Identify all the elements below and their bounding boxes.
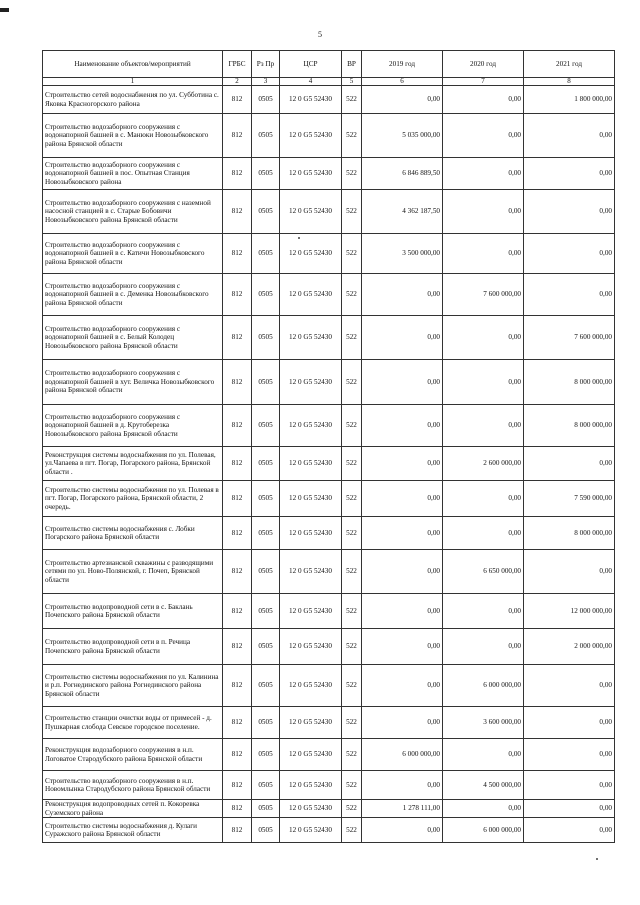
table-row (43, 707, 615, 739)
amount-2020: 0,00 (443, 594, 524, 629)
object-name: Строительство системы водоснабжения с. Лобки Погарского района Брянской области (43, 517, 223, 550)
amount-2021: 8 000 000,00 (524, 360, 615, 405)
csr-cell: 12 0 G5 52430 (280, 517, 342, 550)
object-name: Строительство водозаборного сооружения в н.п. Новомлынка Стародубского района Брянской области (43, 771, 223, 800)
csr-cell: 12 0 G5 52430 (280, 771, 342, 800)
amount-2019: 0,00 (362, 405, 443, 447)
grbs-cell: 812 (223, 190, 252, 234)
vr-cell: 522 (342, 360, 362, 405)
rzpr-cell: 0505 (252, 481, 280, 517)
csr-cell: 12 0 G5 52430 (280, 360, 342, 405)
rzpr-cell: 0505 (252, 517, 280, 550)
amount-2019: 0,00 (362, 550, 443, 594)
amount-2021: 1 800 000,00 (524, 86, 615, 114)
header-2020: 2020 год (443, 51, 524, 78)
object-name: Строительство сетей водоснабжения по ул. Субботина с. Яковка Красногорского района (43, 86, 223, 114)
object-name: Строительство водозаборного сооружения с водонапорной башней в с. Манюки Новозыбковского района Брянской области (43, 114, 223, 158)
col-number: 6 (362, 78, 443, 86)
grbs-cell: 812 (223, 818, 252, 843)
vr-cell: 522 (342, 800, 362, 818)
amount-2019: 0,00 (362, 86, 443, 114)
amount-2020: 2 600 000,00 (443, 447, 524, 481)
grbs-cell: 812 (223, 517, 252, 550)
grbs-cell: 812 (223, 234, 252, 274)
object-name: Строительство водопроводной сети в п. Речица Почепского района Брянской области (43, 629, 223, 665)
amount-2021: 0,00 (524, 800, 615, 818)
table-row (43, 629, 615, 665)
rzpr-cell: 0505 (252, 707, 280, 739)
amount-2021: 8 000 000,00 (524, 405, 615, 447)
table-row (43, 158, 615, 190)
object-name: Строительство водозаборного сооружения с водонапорной башней в с. Катичи Новозыбковского района Брянской области (43, 234, 223, 274)
csr-cell: 12 0 G5 52430 (280, 86, 342, 114)
amount-2021: 0,00 (524, 550, 615, 594)
amount-2021: 8 000 000,00 (524, 517, 615, 550)
table-row (43, 818, 615, 843)
vr-cell: 522 (342, 739, 362, 771)
col-number: 7 (443, 78, 524, 86)
scan-speck (298, 237, 300, 239)
amount-2019: 0,00 (362, 594, 443, 629)
rzpr-cell: 0505 (252, 665, 280, 707)
rzpr-cell: 0505 (252, 550, 280, 594)
grbs-cell: 812 (223, 447, 252, 481)
scan-speck (596, 858, 598, 860)
header-2021: 2021 год (524, 51, 615, 78)
amount-2021: 0,00 (524, 190, 615, 234)
rzpr-cell: 0505 (252, 274, 280, 316)
csr-cell: 12 0 G5 52430 (280, 447, 342, 481)
grbs-cell: 812 (223, 274, 252, 316)
vr-cell: 522 (342, 158, 362, 190)
vr-cell: 522 (342, 707, 362, 739)
object-name: Строительство водозаборного сооружения с водонапорной башней в хут. Величка Новозыбковского района Брянской области (43, 360, 223, 405)
amount-2019: 4 362 187,50 (362, 190, 443, 234)
rzpr-cell: 0505 (252, 818, 280, 843)
amount-2021: 7 590 000,00 (524, 481, 615, 517)
rzpr-cell: 0505 (252, 234, 280, 274)
amount-2020: 0,00 (443, 517, 524, 550)
amount-2021: 0,00 (524, 739, 615, 771)
header-grbs: ГРБС (223, 51, 252, 78)
amount-2019: 0,00 (362, 316, 443, 360)
grbs-cell: 812 (223, 594, 252, 629)
col-number: 8 (524, 78, 615, 86)
grbs-cell: 812 (223, 316, 252, 360)
rzpr-cell: 0505 (252, 158, 280, 190)
col-number: 2 (223, 78, 252, 86)
amount-2021: 12 000 000,00 (524, 594, 615, 629)
rzpr-cell: 0505 (252, 447, 280, 481)
amount-2020: 6 000 000,00 (443, 665, 524, 707)
header-name: Наименование объектов/мероприятий (43, 51, 223, 78)
vr-cell: 522 (342, 447, 362, 481)
table-row (43, 594, 615, 629)
column-number-row (43, 78, 615, 86)
grbs-cell: 812 (223, 665, 252, 707)
object-name: Строительство водопроводной сети в с. Баклань Почепского района Брянской области (43, 594, 223, 629)
amount-2021: 0,00 (524, 274, 615, 316)
vr-cell: 522 (342, 594, 362, 629)
rzpr-cell: 0505 (252, 360, 280, 405)
amount-2019: 3 500 000,00 (362, 234, 443, 274)
csr-cell: 12 0 G5 52430 (280, 739, 342, 771)
csr-cell: 12 0 G5 52430 (280, 481, 342, 517)
col-number: 1 (43, 78, 223, 86)
amount-2019: 5 035 000,00 (362, 114, 443, 158)
csr-cell: 12 0 G5 52430 (280, 818, 342, 843)
vr-cell: 522 (342, 274, 362, 316)
object-name: Реконструкция системы водоснабжения по ул. Полевая, ул.Чапаева в пгт. Погар, Погарского района, Брянской области . (43, 447, 223, 481)
rzpr-cell: 0505 (252, 405, 280, 447)
amount-2021: 0,00 (524, 665, 615, 707)
table-row (43, 665, 615, 707)
amount-2020: 0,00 (443, 481, 524, 517)
amount-2019: 0,00 (362, 665, 443, 707)
table-row (43, 190, 615, 234)
grbs-cell: 812 (223, 481, 252, 517)
rzpr-cell: 0505 (252, 594, 280, 629)
amount-2020: 0,00 (443, 800, 524, 818)
object-name: Строительство водозаборного сооружения с водонапорной башней в с. Деменка Новозыбковского района Брянской области (43, 274, 223, 316)
header-csr: ЦСР (280, 51, 342, 78)
csr-cell: 12 0 G5 52430 (280, 594, 342, 629)
amount-2019: 1 278 111,00 (362, 800, 443, 818)
col-number: 5 (342, 78, 362, 86)
rzpr-cell: 0505 (252, 86, 280, 114)
table-row (43, 739, 615, 771)
grbs-cell: 812 (223, 800, 252, 818)
amount-2020: 0,00 (443, 190, 524, 234)
csr-cell: 12 0 G5 52430 (280, 665, 342, 707)
csr-cell: 12 0 G5 52430 (280, 550, 342, 594)
csr-cell: 12 0 G5 52430 (280, 316, 342, 360)
table-row (43, 550, 615, 594)
amount-2021: 0,00 (524, 447, 615, 481)
page-number: 5 (318, 30, 322, 39)
amount-2020: 6 000 000,00 (443, 818, 524, 843)
table-row (43, 360, 615, 405)
object-name: Строительство водозаборного сооружения с водонапорной башней в пос. Опытная Станция Новозыбковского района (43, 158, 223, 190)
vr-cell: 522 (342, 405, 362, 447)
csr-cell: 12 0 G5 52430 (280, 158, 342, 190)
table-row (43, 800, 615, 818)
table-row (43, 481, 615, 517)
table-row (43, 316, 615, 360)
amount-2020: 0,00 (443, 114, 524, 158)
amount-2021: 0,00 (524, 114, 615, 158)
vr-cell: 522 (342, 517, 362, 550)
amount-2019: 0,00 (362, 447, 443, 481)
table-row (43, 771, 615, 800)
amount-2020: 0,00 (443, 158, 524, 190)
csr-cell: 12 0 G5 52430 (280, 190, 342, 234)
object-name: Реконструкция водопроводных сетей п. Кокоревка Суземского района (43, 800, 223, 818)
amount-2021: 0,00 (524, 234, 615, 274)
vr-cell: 522 (342, 481, 362, 517)
csr-cell: 12 0 G5 52430 (280, 114, 342, 158)
amount-2020: 0,00 (443, 234, 524, 274)
rzpr-cell: 0505 (252, 771, 280, 800)
rzpr-cell: 0505 (252, 114, 280, 158)
amount-2021: 2 000 000,00 (524, 629, 615, 665)
vr-cell: 522 (342, 818, 362, 843)
vr-cell: 522 (342, 234, 362, 274)
table-row (43, 114, 615, 158)
object-name: Строительство системы водоснабжения по ул. Калинина и р.п. Рогнединского района Рогнединского района Брянской области (43, 665, 223, 707)
amount-2019: 0,00 (362, 707, 443, 739)
table-row (43, 405, 615, 447)
amount-2020: 3 600 000,00 (443, 707, 524, 739)
amount-2019: 0,00 (362, 274, 443, 316)
grbs-cell: 812 (223, 114, 252, 158)
scan-edge-mark (0, 8, 9, 12)
grbs-cell: 812 (223, 360, 252, 405)
grbs-cell: 812 (223, 158, 252, 190)
amount-2020: 6 650 000,00 (443, 550, 524, 594)
table-header-row (43, 51, 615, 78)
object-name: Строительство водозаборного сооружения с наземной насосной станцией в с. Старые Бобовичи Новозыбковского района Брянской области (43, 190, 223, 234)
amount-2019: 6 000 000,00 (362, 739, 443, 771)
object-name: Строительство артезианской скважины с разводящими сетями по ул. Ново-Полянской, г. Почеп, Брянской области (43, 550, 223, 594)
csr-cell: 12 0 G5 52430 (280, 234, 342, 274)
grbs-cell: 812 (223, 86, 252, 114)
grbs-cell: 812 (223, 707, 252, 739)
table-row (43, 86, 615, 114)
vr-cell: 522 (342, 665, 362, 707)
amount-2019: 6 846 889,50 (362, 158, 443, 190)
grbs-cell: 812 (223, 771, 252, 800)
amount-2020: 0,00 (443, 86, 524, 114)
vr-cell: 522 (342, 190, 362, 234)
vr-cell: 522 (342, 629, 362, 665)
amount-2019: 0,00 (362, 360, 443, 405)
header-2019: 2019 год (362, 51, 443, 78)
object-name: Строительство водозаборного сооружения с водонапорной башней в с. Белый Колодец Новозыбковского района Брянской области (43, 316, 223, 360)
table-row (43, 517, 615, 550)
amount-2021: 0,00 (524, 818, 615, 843)
vr-cell: 522 (342, 316, 362, 360)
amount-2020: 0,00 (443, 360, 524, 405)
grbs-cell: 812 (223, 550, 252, 594)
vr-cell: 522 (342, 771, 362, 800)
amount-2019: 0,00 (362, 771, 443, 800)
csr-cell: 12 0 G5 52430 (280, 707, 342, 739)
funding-table (42, 50, 615, 843)
amount-2021: 0,00 (524, 771, 615, 800)
amount-2021: 0,00 (524, 707, 615, 739)
amount-2020: 0,00 (443, 629, 524, 665)
rzpr-cell: 0505 (252, 739, 280, 771)
table-row (43, 274, 615, 316)
col-number: 3 (252, 78, 280, 86)
object-name: Строительство водозаборного сооружения с водонапорной башней в д. Крутоберезка Новозыбковского района Брянской области (43, 405, 223, 447)
csr-cell: 12 0 G5 52430 (280, 405, 342, 447)
vr-cell: 522 (342, 550, 362, 594)
col-number: 4 (280, 78, 342, 86)
amount-2021: 0,00 (524, 158, 615, 190)
vr-cell: 522 (342, 86, 362, 114)
object-name: Строительство станции очистки воды от примесей - д. Пушкарная слобода Севское городское поселение. (43, 707, 223, 739)
amount-2020: 0,00 (443, 316, 524, 360)
amount-2020: 0,00 (443, 405, 524, 447)
amount-2019: 0,00 (362, 517, 443, 550)
amount-2020: 7 600 000,00 (443, 274, 524, 316)
rzpr-cell: 0505 (252, 190, 280, 234)
amount-2020: 4 500 000,00 (443, 771, 524, 800)
table-row (43, 447, 615, 481)
csr-cell: 12 0 G5 52430 (280, 629, 342, 665)
grbs-cell: 812 (223, 629, 252, 665)
amount-2021: 7 600 000,00 (524, 316, 615, 360)
rzpr-cell: 0505 (252, 629, 280, 665)
object-name: Строительство системы водоснабжения д. Кулаги Суражского района Брянской области (43, 818, 223, 843)
amount-2019: 0,00 (362, 818, 443, 843)
table-body (43, 86, 615, 843)
vr-cell: 522 (342, 114, 362, 158)
csr-cell: 12 0 G5 52430 (280, 274, 342, 316)
object-name: Строительство системы водоснабжения по ул. Полевая в пгт. Погар, Погарского района, Брянской области, 2 очередь. (43, 481, 223, 517)
grbs-cell: 812 (223, 739, 252, 771)
object-name: Реконструкция водозаборного сооружения в н.п. Логоватое Стародубского района Брянской области (43, 739, 223, 771)
amount-2020: 0,00 (443, 739, 524, 771)
header-vr: ВР (342, 51, 362, 78)
grbs-cell: 812 (223, 405, 252, 447)
header-rzpr: Рз Пр (252, 51, 280, 78)
rzpr-cell: 0505 (252, 316, 280, 360)
amount-2019: 0,00 (362, 481, 443, 517)
rzpr-cell: 0505 (252, 800, 280, 818)
table-row (43, 234, 615, 274)
csr-cell: 12 0 G5 52430 (280, 800, 342, 818)
amount-2019: 0,00 (362, 629, 443, 665)
